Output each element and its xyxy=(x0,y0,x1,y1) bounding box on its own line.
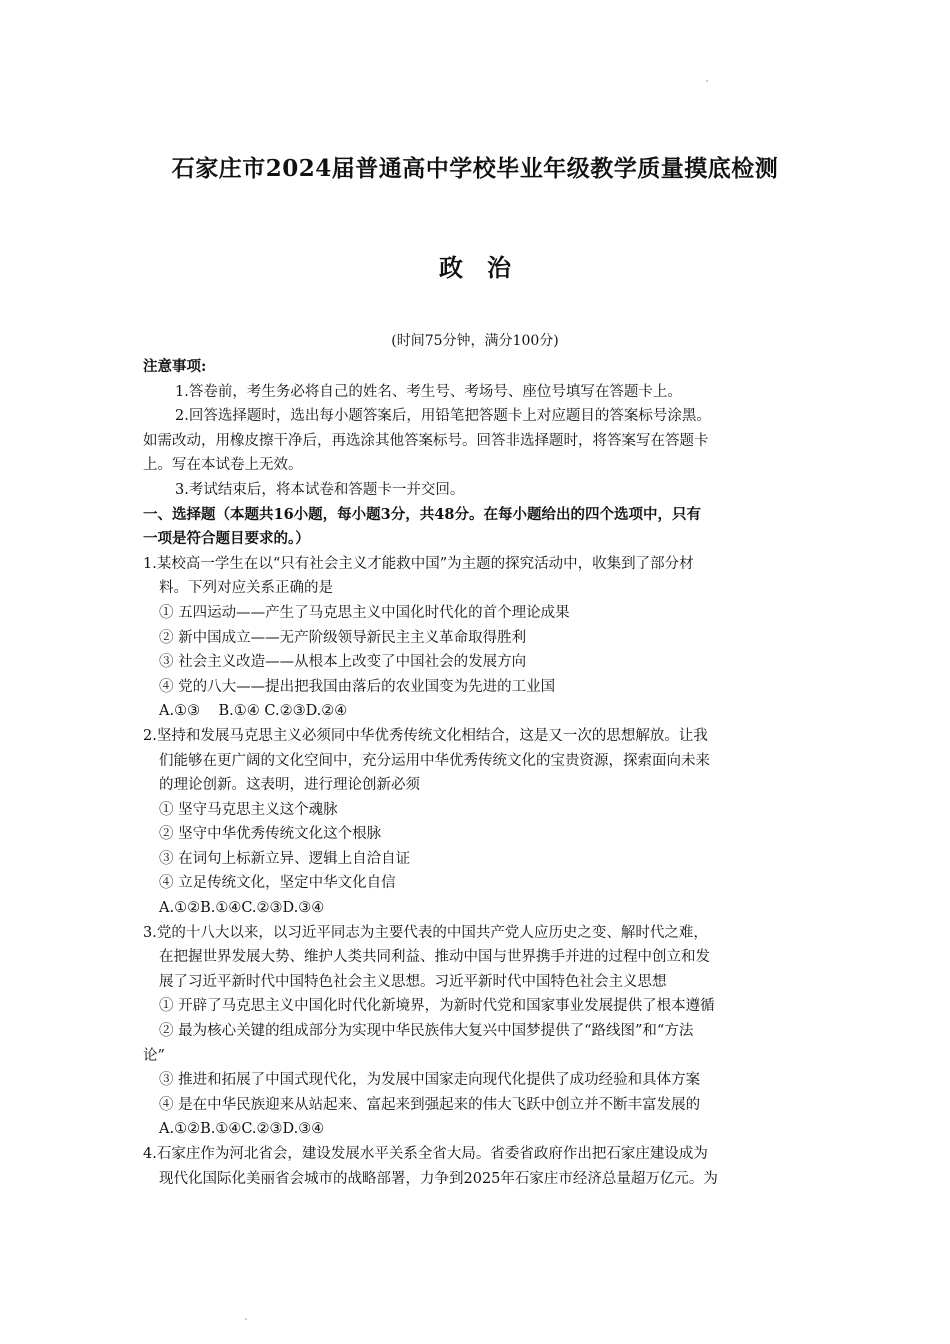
question-2-answers: A.①②B.①④C.②③D.③④ xyxy=(159,900,325,917)
notice-item: 2.回答选择题时，选出每小题答案后，用铅笔把答题卡上对应题目的答案标号涂黑。 xyxy=(175,408,711,425)
question-4-stem: 4.石家庄作为河北省会，建设发展水平关系全省大局。省委省政府作出把石家庄建设成为 xyxy=(143,1146,708,1162)
question-3-option: ③ 推进和拓展了中国式现代化，为发展中国家走向现代化提供了成功经验和具体方案 xyxy=(159,1072,701,1089)
section-heading: 一、选择题（本题共16小题，每小题3分，共48分。在每小题给出的四个选项中，只有 xyxy=(143,505,701,523)
notice-item-continued: 如需改动，用橡皮擦干净后，再选涂其他答案标号。回答非选择题时，将答案写在答题卡 xyxy=(143,432,709,449)
question-3-stem-continued: 在把握世界发展大势、维护人类共同利益、推动中国与世界携手并进的过程中创立和发 xyxy=(159,949,710,966)
question-3-option: ② 最为核心关键的组成部分为实现中华民族伟大复兴中国梦提供了“路线图”和“方法 xyxy=(159,1023,694,1040)
question-3-option-continued: 论” xyxy=(143,1047,165,1064)
scan-speck xyxy=(245,1318,247,1320)
question-1-option: ① 五四运动——产生了马克思主义中国化时代化的首个理论成果 xyxy=(159,604,570,621)
question-3-stem: 3.党的十八大以来，以习近平同志为主要代表的中国共产党人应历史之变、解时代之难， xyxy=(143,924,708,941)
scan-speck xyxy=(706,80,708,82)
question-3-answers: A.①②B.①④C.②③D.③④ xyxy=(159,1121,325,1138)
question-1-option: ④ 党的八大——提出把我国由落后的农业国变为先进的工业国 xyxy=(159,678,556,695)
question-4-stem-continued: 现代化国际化美丽省会城市的战略部署，力争到2025年石家庄市经济总量超万亿元。为 xyxy=(159,1170,718,1187)
exam-title: 石家庄市2024届普通高中学校毕业年级教学质量摸底检测 xyxy=(171,155,779,182)
time-info: (时间75分钟，满分100分) xyxy=(391,333,559,349)
notice-item-continued: 上。写在本试卷上无效。 xyxy=(143,457,303,474)
exam-content xyxy=(143,355,813,1191)
question-2-stem-continued: 的理论创新。这表明，进行理论创新必须 xyxy=(159,777,420,794)
notice-heading: 注意事项: xyxy=(143,358,207,375)
question-2-option: ① 坚守马克思主义这个魂脉 xyxy=(159,801,338,818)
section-heading-continued: 一项是符合题目要求的。） xyxy=(143,530,310,548)
question-2-option: ② 坚守中华优秀传统文化这个根脉 xyxy=(159,826,382,843)
question-3-option: ④ 是在中华民族迎来从站起来、富起来到强起来的伟大飞跃中创立并不断丰富发展的 xyxy=(159,1096,701,1113)
question-2-stem-continued: 们能够在更广阔的文化空间中，充分运用中华优秀传统文化的宝贵资源，探索面向未来 xyxy=(159,752,710,769)
question-1-stem: 1.某校高一学生在以“只有社会主义才能救中国”为主题的探究活动中，收集到了部分材 xyxy=(143,555,694,572)
question-2-option: ④ 立足传统文化，坚定中华文化自信 xyxy=(159,875,396,892)
question-3-option: ① 开辟了马克思主义中国化时代化新境界，为新时代党和国家事业发展提供了根本遵循 xyxy=(159,998,715,1015)
question-2-option: ③ 在词句上标新立异、逻辑上自洽自证 xyxy=(159,850,411,867)
question-1-stem-continued: 料。下列对应关系正确的是 xyxy=(159,580,333,597)
question-3-stem-continued: 展了习近平新时代中国特色社会主义思想。习近平新时代中国特色社会主义思想 xyxy=(159,973,667,990)
notice-item: 3.考试结束后，将本试卷和答题卡一并交回。 xyxy=(175,481,465,498)
question-1-answers: A.①③ B.①④ C.②③D.②④ xyxy=(159,703,348,720)
subject-title: 政治 xyxy=(439,253,535,282)
notice-item: 1.答卷前，考生务必将自己的姓名、考生号、考场号、座位号填写在答题卡上。 xyxy=(175,383,682,400)
question-1-option: ② 新中国成立——无产阶级领导新民主主义革命取得胜利 xyxy=(159,629,527,646)
question-1-option: ③ 社会主义改造——从根本上改变了中国社会的发展方向 xyxy=(159,654,527,671)
question-2-stem: 2.坚持和发展马克思主义必须同中华优秀传统文化相结合，这是又一次的思想解放。让我 xyxy=(143,727,708,744)
